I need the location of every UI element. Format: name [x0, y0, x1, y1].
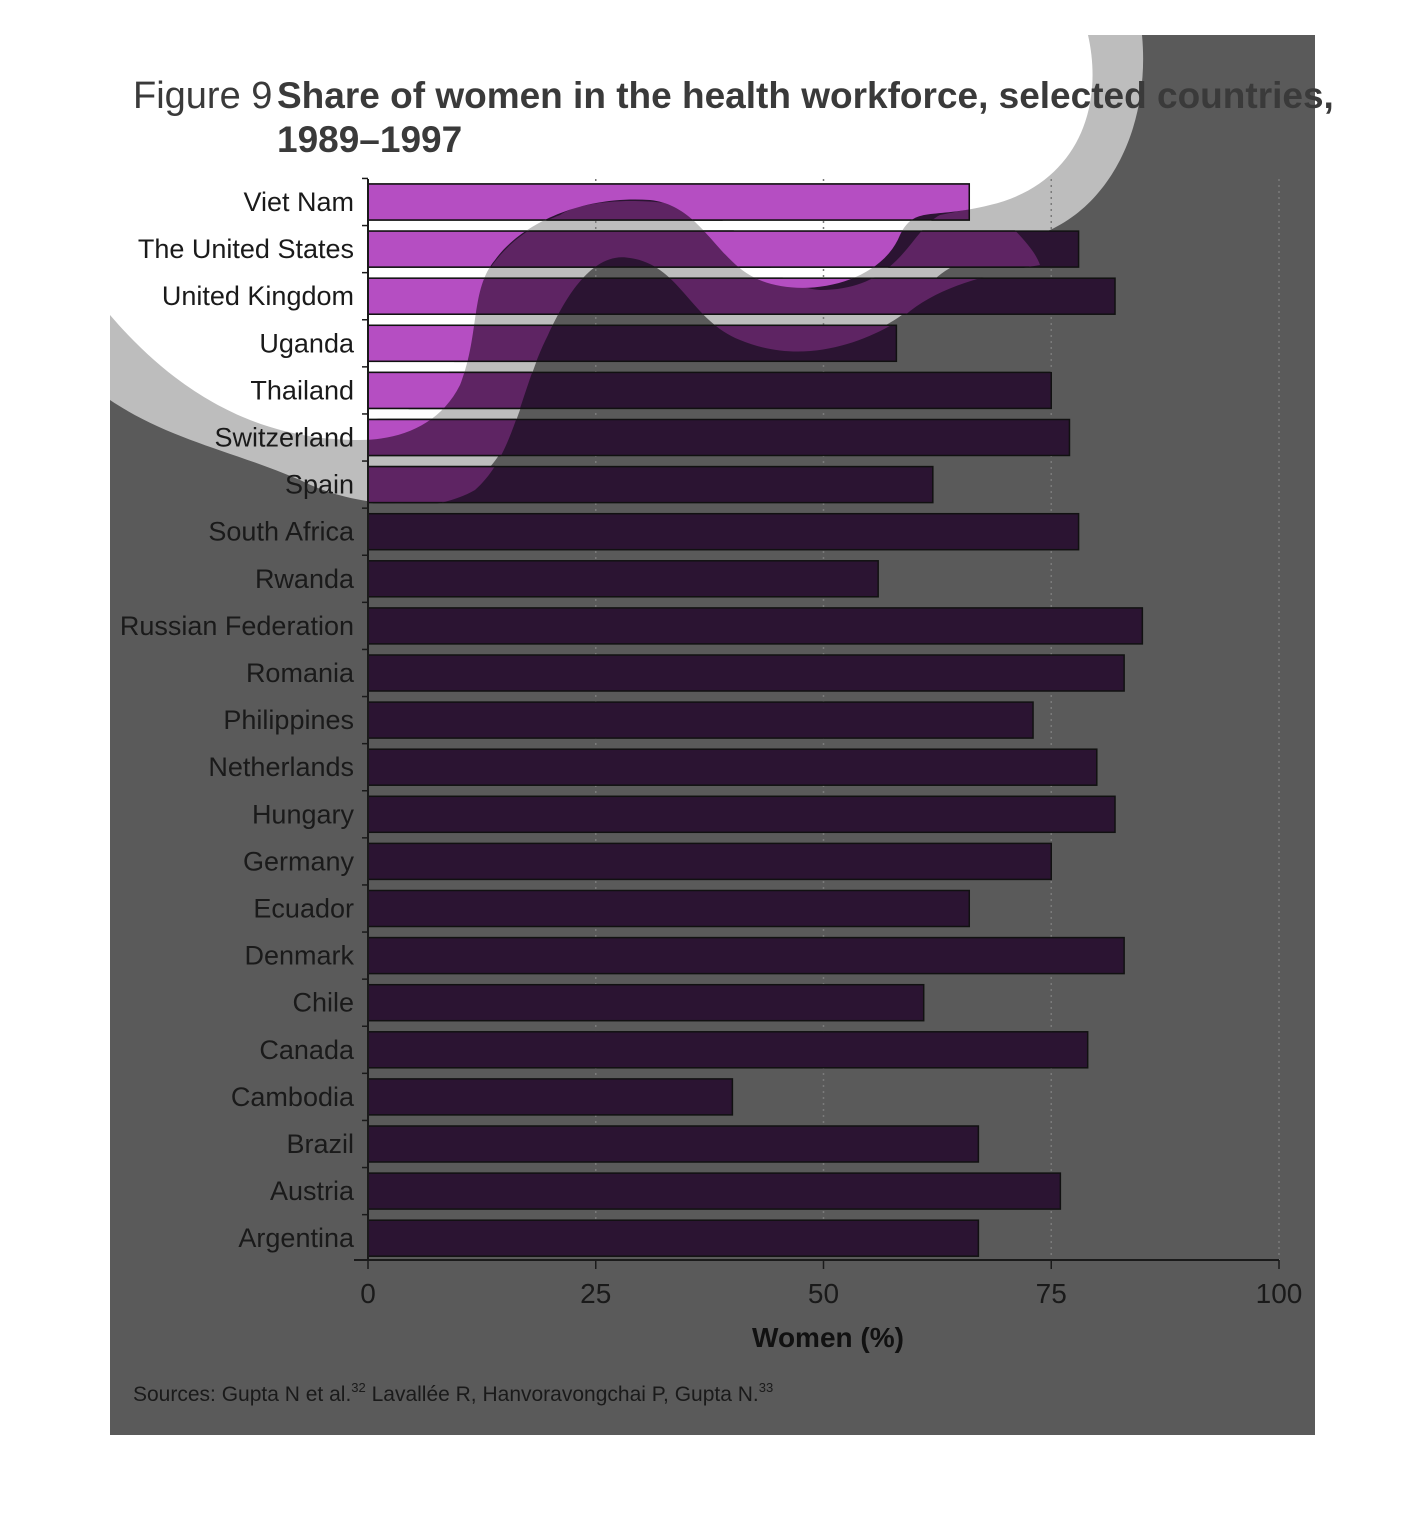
bar-canada — [368, 1032, 1088, 1068]
bar-russian-federation — [368, 608, 1142, 644]
category-label-brazil: Brazil — [286, 1129, 354, 1159]
category-label-russian-federation: Russian Federation — [119, 610, 354, 641]
bar-rwanda — [368, 561, 878, 597]
category-label-south-africa: South Africa — [208, 516, 354, 547]
category-label-germany: Germany — [242, 846, 354, 877]
category-label-argentina: Argentina — [238, 1223, 354, 1254]
category-label-romania: Romania — [245, 658, 354, 688]
figure-label: Figure 9 — [133, 75, 273, 117]
x-tick-label-25: 25 — [580, 1278, 612, 1309]
bar-hungary — [368, 796, 1115, 832]
category-label-the-united-states: The United States — [137, 234, 354, 265]
chart-title-line-2: 1989–1997 — [277, 119, 463, 160]
category-label-spain: Spain — [284, 469, 354, 500]
category-label-philippines: Philippines — [223, 705, 354, 736]
x-tick-label-50: 50 — [807, 1278, 840, 1309]
category-label-canada: Canada — [259, 1034, 354, 1065]
x-axis-title: Women (%) — [752, 1322, 904, 1353]
category-label-ecuador: Ecuador — [253, 893, 354, 924]
chart-title-line-1: Share of women in the health workforce, selected countries, — [277, 75, 1334, 116]
bar-ecuador — [368, 891, 969, 927]
category-label-rwanda: Rwanda — [254, 563, 354, 594]
source-note: Sources: Gupta N et al.$^{32}$ Lavallée R, Hanvoravongchai P, Gupta N.$^{33}$ — [133, 1380, 774, 1406]
bar-cambodia — [368, 1079, 732, 1115]
category-label-thailand: Thailand — [250, 375, 354, 406]
bar-philippines — [368, 702, 1033, 738]
x-tick-label-0: 0 — [360, 1278, 376, 1309]
bar-netherlands — [368, 749, 1097, 785]
category-label-viet-nam: Viet Nam — [243, 187, 354, 217]
bar-south-africa — [368, 514, 1079, 550]
bar-romania — [368, 655, 1124, 691]
category-label-chile: Chile — [292, 987, 354, 1018]
bar-argentina — [368, 1220, 978, 1256]
category-label-united-kingdom: United Kingdom — [161, 281, 354, 312]
x-tick-label-75: 75 — [1035, 1278, 1067, 1309]
bar-brazil — [368, 1126, 978, 1162]
bar-chile — [368, 985, 924, 1021]
category-label-switzerland: Switzerland — [214, 422, 354, 453]
bar-denmark — [368, 938, 1124, 974]
category-label-netherlands: Netherlands — [208, 752, 354, 783]
category-label-denmark: Denmark — [244, 940, 354, 971]
category-label-cambodia: Cambodia — [230, 1081, 354, 1112]
category-label-austria: Austria — [269, 1176, 354, 1207]
category-label-hungary: Hungary — [251, 799, 354, 830]
x-tick-label-100: 100 — [1255, 1278, 1303, 1309]
bar-austria — [368, 1173, 1060, 1209]
bar-germany — [368, 843, 1051, 879]
category-label-uganda: Uganda — [259, 328, 354, 359]
